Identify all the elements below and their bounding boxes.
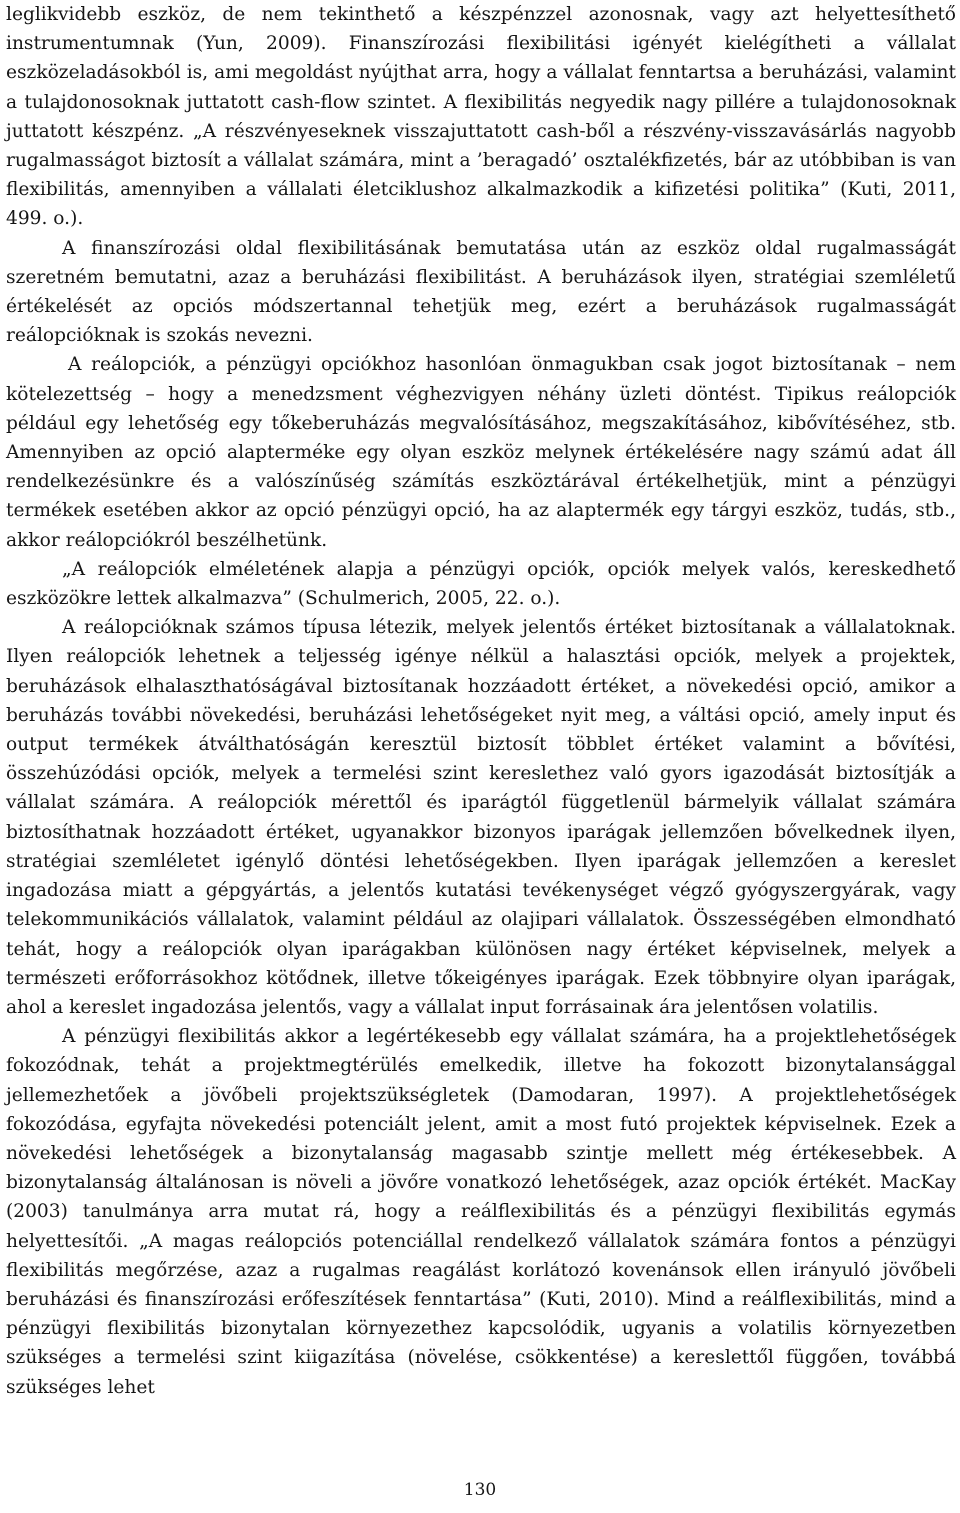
paragraph-5: A reálopcióknak számos típusa létezik, melyek jelentős értéket biztosítanak a vállalatoknak. Ilyen reálopciók lehetnek a teljesség igénye nélkül a halasztási opciók, melyek a projektek, beruházások elhalaszthatóságával biztosítanak hozzáadott értéket, a növekedési opció, amikor a beruházás további növekedési, beruházási lehetőségeket nyit meg, a váltási opció, amely input és output termékek átválthatóságán keresztül biztosít többlet értéket valamint a bővítési, összehúzódási opciók, melyek a termelési szint kereslethez való gyors igazodását biztosítják a vállalat számára. A reálopciók mérettől és iparágtól függetlenül bármelyik vállalat számára biztosíthatnak hozzáadott értéket, ugyanakkor bizonyos iparágak jellemzően bővelkednek ilyen, stratégiai szemléletet igénylő döntési lehetőségekben. Ilyen iparágak jellemzően a kereslet ingadozása miatt a gépgyártás, a jelentős kutatási tevékenységet végző gyógyszergyárak, vagy telekommunikációs vállalatok, valamint például az olajipari vállalatok. Összességében elmondható tehát, hogy a reálopciók olyan iparágakban különösen nagy értéket képviselnek, melyek a természeti erőforrásokhoz kötődnek, illetve tőkeigényes iparágak. Ezek többnyire olyan iparágak, ahol a kereslet ingadozása jelentős, vagy a vállalat input forrásainak ára jelentősen volatilis.: [6, 617, 956, 1018]
paragraph-4: „A reálopciók elméletének alapja a pénzügyi opciók, opciók melyek valós, kereskedhető eszközökre lettek alkalmazva” (Schulmerich, 2005, 22. o.).: [6, 558, 956, 610]
paragraph-2: A finanszírozási oldal flexibilitásának bemutatása után az eszköz oldal rugalmasságát szeretném bemutatni, azaz a beruházási flexibilitást. A beruházások ilyen, stratégiai szemléletű értékelését az opciós módszertannal tehetjük meg, ezért a beruházások rugalmasságát reálopcióknak is szokás nevezni.: [6, 237, 956, 347]
paragraph-3: A reálopciók, a pénzügyi opciókhoz hasonlóan önmagukban csak jogot biztosítanak – nem kötelezettség – hogy a menedzsment véghezvigyen néhány üzleti döntést. Tipikus reálopciók például egy lehetőség egy tőkeberuházás megvalósításához, megszakításához, kibővítéséhez, stb. Amennyiben az opció alapterméke egy olyan eszköz melynek értékelésére nagy számú adat áll rendelkezésünkre és a valószínűség számítás eszköztárával értékelhetjük, mint a pénzügyi termékek esetében akkor az opció pénzügyi opció, ha az alaptermék egy tárgyi eszköz, tudás, stb., akkor reálopciókról beszélhetünk.: [6, 354, 956, 551]
document-page: [6, 0, 956, 1402]
paragraph-6: A pénzügyi flexibilitás akkor a legértékesebb egy vállalat számára, ha a projektlehetőségek fokozódnak, tehát a projektmegtérülés emelkedik, illetve ha fokozott bizonytalansággal jellemezhetőek a jövőbeli projektszükségletek (Damodaran, 1997). A projektlehetőségek fokozódása, egyfajta növekedési potenciált jelent, amit a most futó projektek képviselnek. Ezek a növekedési lehetőségek a bizonytalanság magasabb szintje mellett még értékesebbek. A bizonytalanság általánosan is növeli a jövőre vonatkozó lehetőségek, azaz opciók értékét. MacKay (2003) tanulmánya arra mutat rá, hogy a reálflexibilitás és a pénzügyi flexibilitás egymás helyettesítői. „A magas reálopciós potenciállal rendelkező vállalatok számára fontos a pénzügyi flexibilitás megőrzése, azaz a rugalmas reagálást korlátozó kovenánsok ellen irányuló jövőbeli beruházási és finanszírozási erőfeszítések fenntartása” (Kuti, 2010). Mind a reálflexibilitás, mind a pénzügyi flexibilitás bizonytalan környezethez kapcsolódik, ugyanis a volatilis környezetben szükséges a termelési szint kiigazítása (növelése, csökkentése) a kereslettől függően, továbbá szükséges lehet: [6, 1026, 956, 1398]
page-number: 130: [463, 1480, 497, 1500]
paragraph-1: leglikvidebb eszköz, de nem tekinthető a készpénzzel azonosnak, vagy azt helyettesíthető instrumentumnak (Yun, 2009). Finanszírozási flexibilitási igényét kielégítheti a vállalat eszközeladásokból is, ami megoldást nyújthat arra, hogy a vállalat fenntartsa a beruházási, valamint a tulajdonosoknak juttatott cash-flow szintet. A flexibilitás negyedik nagy pillére a tulajdonosoknak juttatott készpénz. „A részvényeseknek visszajuttatott cash-ből a részvény-visszavásárlás nagyobb rugalmasságot biztosít a vállalat számára, mint a ’beragadó’ osztalékfizetés, bár az utóbbiban is van flexibilitás, amennyiben a vállalati életciklushoz alkalmazkodik a kifizetési politika” (Kuti, 2011, 499. o.).: [6, 4, 956, 230]
